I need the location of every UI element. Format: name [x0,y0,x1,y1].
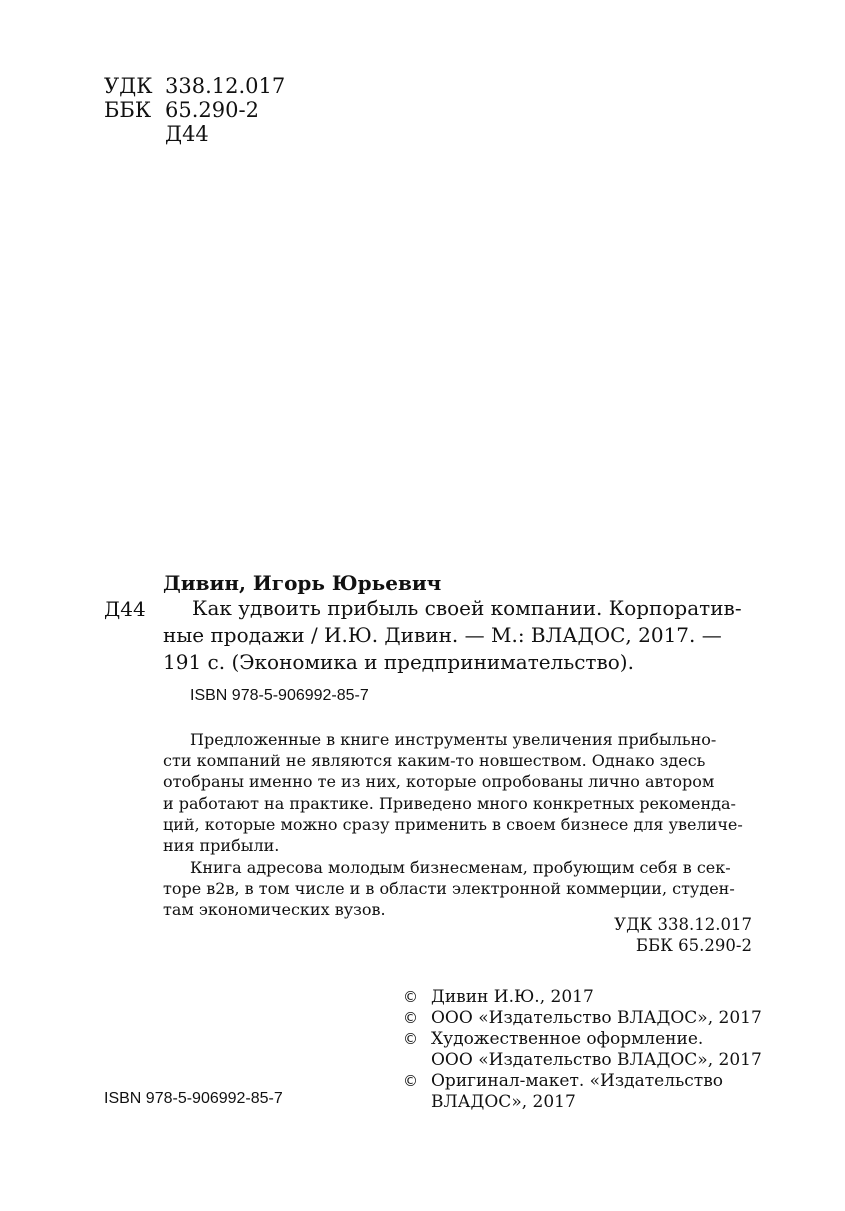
copyright-item [403,1029,762,1071]
copyright-item [403,1008,762,1029]
bbk-row [104,98,285,122]
copyright-icon: © [403,1009,418,1027]
copyright-text: Художественное оформление. [431,1029,704,1049]
annotation-line: там экономических вузов. [163,900,386,920]
bbk-value: 65.290-2 [165,98,259,122]
bibliographic-description-cont [163,622,722,676]
bbk-label: ББК [104,98,152,122]
annotation-line: и работают на практике. Приведено много конкретных рекоменда- [163,793,736,813]
annotation-line: Предложенные в книге инструменты увеличения прибыльно- [190,730,717,749]
copyright-icon: © [403,988,418,1006]
annotation-line: сти компаний не являются каким-то новшеством. Однако здесь [163,751,706,771]
bibliographic-description [192,595,742,622]
copyright-item [403,1071,762,1113]
card-isbn: ISBN 978-5-906992-85-7 [190,687,369,704]
copyright-text: Дивин И.Ю., 2017 [431,987,594,1007]
copyright-text: ООО «Издательство ВЛАДОС», 2017 [431,1008,762,1028]
card-udk: УДК 338.12.017 [614,915,752,934]
biblio-line: 191 с. (Экономика и предпринимательство). [163,650,634,674]
card-bbk: ББК 65.290-2 [635,936,752,955]
author-heading: Дивин, Игорь Юрьевич [163,571,442,595]
annotation-line: Книга адресова молодым бизнесменам, пробующим себя в сек- [190,858,731,877]
author-mark: Д44 [165,122,209,146]
copyright-text: Оригинал-макет. «Издательство [431,1071,724,1091]
annotation-line: ций, которые можно сразу применить в своем бизнесе для увеличе- [163,814,743,834]
card-classification-codes [614,914,752,956]
copyright-list [403,987,762,1113]
copyright-item [403,987,762,1008]
udk-row [104,74,285,98]
copyright-text: ВЛАДОС», 2017 [431,1092,576,1112]
annotation-line: торе в2в, в том числе и в области электронной коммерции, студен- [163,879,735,899]
biblio-line: ные продажи / И.Ю. Дивин. — М.: ВЛАДОС, 2017. — [163,623,722,647]
copyright-text: ООО «Издательство ВЛАДОС», 2017 [431,1050,762,1070]
annotation-paragraph-1 [163,729,743,856]
biblio-line: Как удвоить прибыль своей компании. Корпоратив- [192,596,742,620]
footer-isbn: ISBN 978-5-906992-85-7 [104,1090,283,1107]
author-mark-row [104,122,285,146]
call-mark: Д44 [104,597,146,621]
udk-value: 338.12.017 [165,74,286,98]
annotation-line: отобраны именно те из них, которые опробованы лично автором [163,772,715,792]
annotation-line: ния прибыли. [163,836,280,856]
copyright-icon: © [403,1072,418,1090]
classification-block [104,74,285,146]
annotation-paragraph-2 [163,857,735,921]
udk-label: УДК [104,74,153,98]
copyright-icon: © [403,1030,418,1048]
